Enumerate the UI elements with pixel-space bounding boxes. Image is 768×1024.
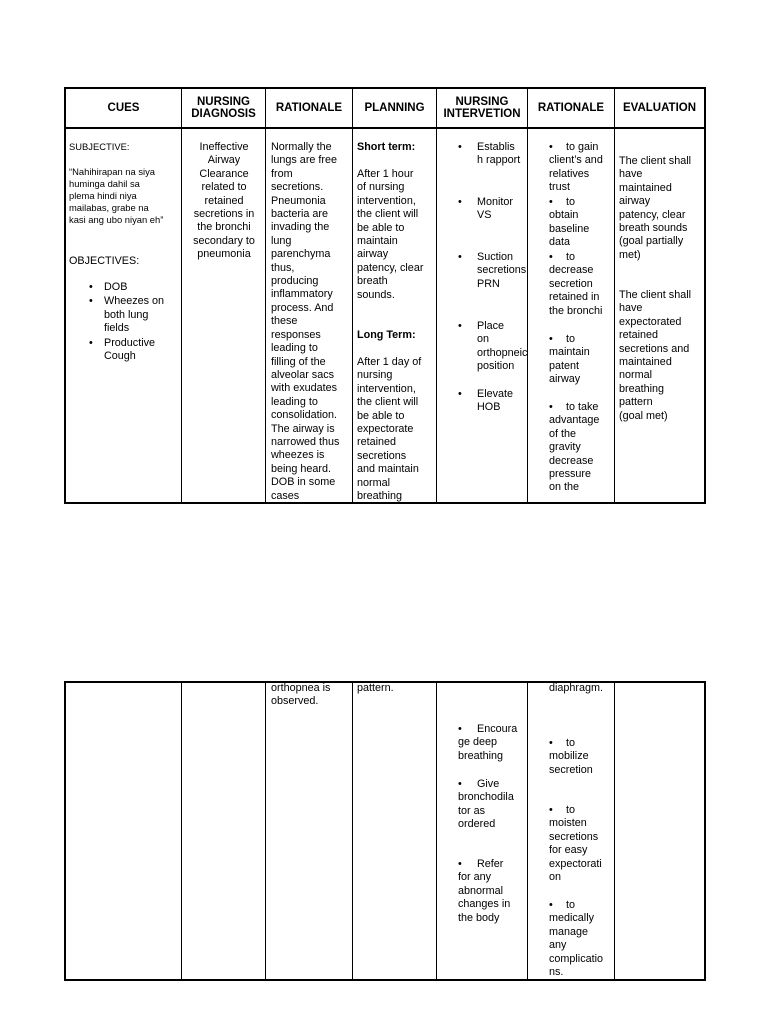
intervention-item	[458, 141, 528, 171]
bullet-icon: •	[549, 333, 553, 345]
rationale-item-text: to decrease secretion retained in the bronchi	[549, 251, 603, 317]
rationale-item	[549, 251, 615, 321]
table-2-col-line	[64, 681, 66, 981]
table-2-col-line	[265, 681, 266, 981]
planning-continued: pattern.	[357, 682, 394, 694]
subjective-quote: “Nahihirapan na siya huminga dahil sa plema hindi niya mailabas, grabe na kasi ang ubo niyan eh”	[69, 166, 164, 225]
rationale-item-text: to obtain baseline data	[549, 196, 590, 249]
intervention-text: Place on orthopneic position	[477, 320, 528, 373]
intervention-item	[458, 388, 528, 418]
rationale-item	[549, 804, 615, 888]
table-1-col-line	[181, 87, 182, 504]
objective-item: • Wheezes on both lung fields	[84, 295, 180, 335]
header-nursing-diagnosis: NURSING DIAGNOSIS	[191, 95, 256, 120]
bullet-icon: •	[458, 141, 462, 153]
objective-item: • DOB	[84, 281, 180, 294]
rationale-item-text: to medically manage any complicatio ns.	[549, 899, 604, 979]
header-rationale-2: RATIONALE	[537, 101, 605, 114]
rationale-item	[549, 899, 615, 979]
intervention-text: Refer for any abnormal changes in the body	[458, 858, 511, 924]
table-2-col-line	[436, 681, 437, 981]
short-term-label: Short term:	[357, 141, 416, 153]
objectives-list	[84, 281, 180, 364]
table-1-col-line	[352, 87, 353, 504]
table-1-col-line	[64, 87, 66, 504]
rationale-item-text: to gain client’s and relatives trust	[549, 141, 603, 194]
header-cues: CUES	[107, 101, 140, 114]
header-evaluation: EVALUATION	[622, 101, 697, 114]
short-term-text: After 1 hour of nursing intervention, the client will be able to maintain airway patency, clear breath sounds.	[357, 168, 424, 301]
nursing-diagnosis-text: Ineffective Airway Clearance related to retained secretions in the bronchi secondary to pneumonia	[193, 141, 255, 261]
intervention-text: Establis h rapport	[477, 141, 521, 167]
intervention-item	[458, 196, 528, 226]
table-1-col-line	[265, 87, 266, 504]
bullet-icon: •	[549, 804, 553, 816]
header-rationale: RATIONALE	[275, 101, 343, 114]
bullet-icon: •	[549, 196, 553, 208]
evaluation-2: The client shall have expectorated retained secretions and maintained normal breathing pattern (goal met)	[619, 289, 692, 422]
intervention-text: Monitor VS	[477, 196, 514, 222]
rationale-text: Normally the lungs are free from secretions. Pneumonia bacteria are invading the lung parenchyma thus, producing inflammatory process. And these responses leading to filling of the alveolar sacs with exudates leading to consolidation. The airway is narrowed thus wheezes is being heard. DOB in some cases	[271, 141, 340, 502]
bullet-icon: •	[458, 251, 462, 263]
rationale-item-text: to moisten secretions for easy expectorati on	[549, 804, 602, 884]
rationale-2-continued: diaphragm.	[549, 682, 604, 694]
objective-item: • Productive Cough	[84, 337, 180, 364]
bullet-icon: •	[549, 141, 553, 153]
table-1-bottom-border	[64, 502, 706, 504]
table-2-col-line	[181, 681, 182, 981]
bullet-icon: •	[458, 320, 462, 332]
bullet-icon: •	[549, 899, 553, 911]
intervention-text: Give bronchodila tor as ordered	[458, 778, 514, 831]
rationale-item-text: to maintain patent airway	[549, 333, 590, 386]
rationale-item	[549, 333, 615, 389]
bullet-icon: •	[549, 251, 553, 263]
intervention-item	[458, 251, 528, 295]
intervention-text: Suction secretions PRN	[477, 251, 527, 290]
objectives-label: OBJECTIVES:	[69, 255, 140, 267]
rationale-item	[549, 141, 615, 197]
rationale-item	[549, 196, 615, 252]
bullet-icon: •	[458, 196, 462, 208]
long-term-label: Long Term:	[357, 329, 416, 341]
intervention-item	[458, 858, 528, 928]
bullet-icon: •	[549, 737, 553, 749]
table-2-col-line	[704, 681, 706, 981]
intervention-text: Elevate HOB	[477, 388, 514, 414]
rationale-continued: orthopnea is observed.	[271, 682, 331, 708]
bullet-icon: •	[458, 858, 462, 870]
intervention-item	[458, 320, 528, 376]
table-2-col-line	[352, 681, 353, 981]
rationale-item	[549, 737, 615, 781]
table-1-col-line	[436, 87, 437, 504]
subjective-label: SUBJECTIVE:	[69, 141, 130, 152]
bullet-icon: •	[549, 401, 553, 413]
table-2-bottom-border	[64, 979, 706, 981]
intervention-text: Encoura ge deep breathing	[458, 723, 518, 762]
long-term-text: After 1 day of nursing intervention, the client will be able to expectorate retained secretions and maintain normal breathing	[357, 356, 422, 502]
evaluation-1: The client shall have maintained airway patency, clear breath sounds (goal partially met)	[619, 155, 692, 261]
bullet-icon: •	[458, 388, 462, 400]
intervention-item	[458, 723, 528, 767]
header-planning: PLANNING	[364, 101, 425, 114]
header-nursing-intervention: NURSING INTERVETION	[443, 95, 521, 120]
rationale-item-text: to mobilize secretion	[549, 737, 593, 776]
bullet-icon: •	[458, 778, 462, 790]
intervention-item	[458, 778, 528, 834]
bullet-icon: •	[458, 723, 462, 735]
rationale-item	[549, 401, 615, 499]
rationale-item-text: to take advantage of the gravity decrease pressure on the	[549, 401, 600, 494]
